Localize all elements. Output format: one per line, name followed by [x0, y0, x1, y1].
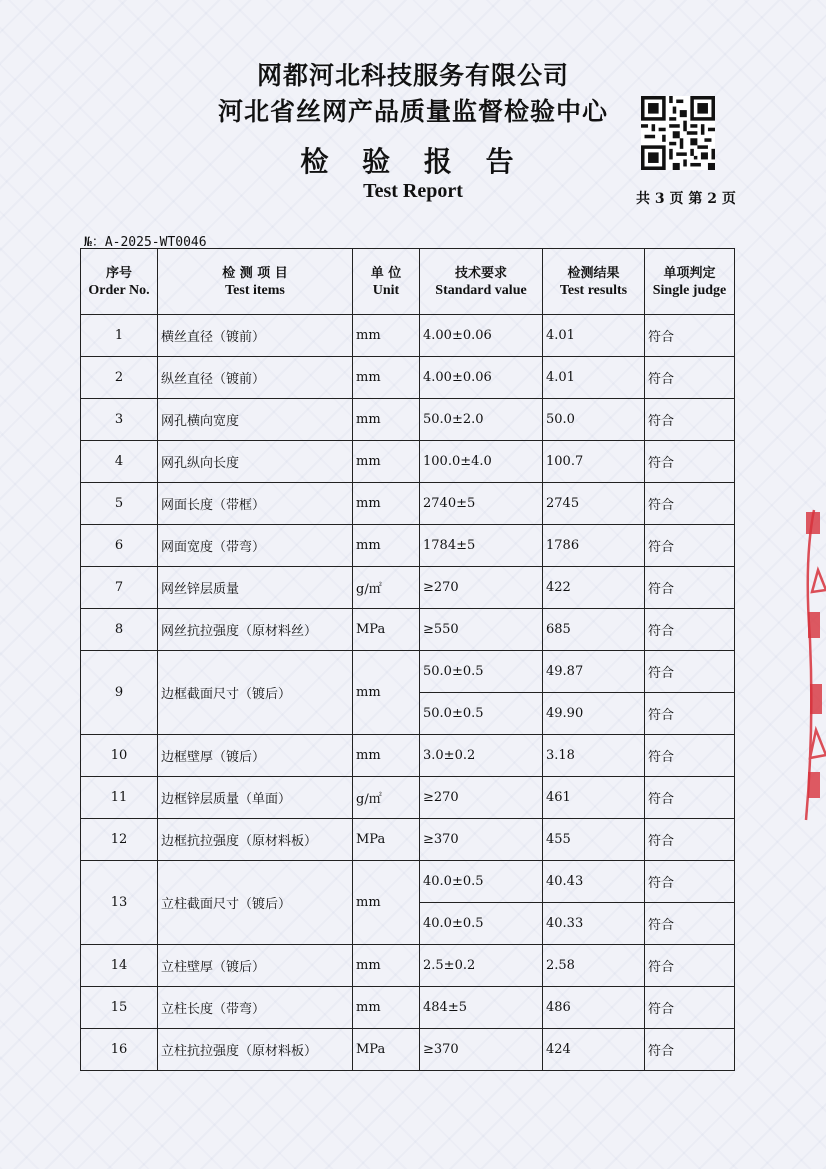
standard-value-cell: 50.0±0.5	[420, 693, 543, 735]
test-item-cell: 网面长度（带框）	[158, 483, 353, 525]
table-row	[81, 609, 735, 651]
table-row	[81, 441, 735, 483]
order-no-cell: 15	[81, 987, 158, 1029]
unit-cell: mm	[353, 861, 420, 945]
judge-cell: 符合	[645, 777, 735, 819]
test-result-cell: 50.0	[543, 399, 645, 441]
order-no-cell: 11	[81, 777, 158, 819]
judge-cell: 符合	[645, 987, 735, 1029]
unit-cell: mm	[353, 357, 420, 399]
test-item-cell: 边框抗拉强度（原材料板）	[158, 819, 353, 861]
standard-value-cell: 4.00±0.06	[420, 315, 543, 357]
column-header-en: Single judge	[652, 282, 727, 298]
table-row	[81, 567, 735, 609]
unit-cell: mm	[353, 441, 420, 483]
table-row	[81, 735, 735, 777]
standard-value-cell: 50.0±2.0	[420, 399, 543, 441]
standard-value-cell: 100.0±4.0	[420, 441, 543, 483]
test-item-cell: 网面宽度（带弯）	[158, 525, 353, 567]
judge-cell: 符合	[645, 483, 735, 525]
column-header	[353, 249, 420, 315]
column-header-en: Test items	[225, 282, 285, 298]
unit-cell: mm	[353, 651, 420, 735]
test-item-cell: 横丝直径（镀前）	[158, 315, 353, 357]
judge-cell: 符合	[645, 399, 735, 441]
unit-cell: mm	[353, 735, 420, 777]
table-row	[81, 315, 735, 357]
order-no-cell: 7	[81, 567, 158, 609]
table-row	[81, 1029, 735, 1071]
table-row	[81, 777, 735, 819]
test-item-cell: 立柱长度（带弯）	[158, 987, 353, 1029]
order-no-cell: 13	[81, 861, 158, 945]
standard-value-cell: ≥370	[420, 819, 543, 861]
order-no-cell: 10	[81, 735, 158, 777]
test-item-cell: 立柱截面尺寸（镀后）	[158, 861, 353, 945]
test-item-cell: 纵丝直径（镀前）	[158, 357, 353, 399]
column-header-cn: 序号	[105, 265, 132, 281]
unit-cell: mm	[353, 987, 420, 1029]
order-no-cell: 4	[81, 441, 158, 483]
standard-value-cell: 484±5	[420, 987, 543, 1029]
table-row	[81, 651, 735, 693]
test-result-cell: 40.43	[543, 861, 645, 903]
table-row	[81, 483, 735, 525]
red-seal-stamp-icon	[800, 500, 826, 830]
table-row	[81, 357, 735, 399]
column-header-en: Unit	[372, 282, 400, 298]
column-header	[158, 249, 353, 315]
order-no-cell: 16	[81, 1029, 158, 1071]
column-header	[420, 249, 543, 315]
test-result-cell: 422	[543, 567, 645, 609]
judge-cell: 符合	[645, 735, 735, 777]
standard-value-cell: 2740±5	[420, 483, 543, 525]
test-item-cell: 网孔纵向长度	[158, 441, 353, 483]
test-result-cell: 4.01	[543, 357, 645, 399]
standard-value-cell: 3.0±0.2	[420, 735, 543, 777]
test-item-cell: 网孔横向宽度	[158, 399, 353, 441]
column-header-cn: 检测结果	[567, 265, 620, 281]
order-no-cell: 6	[81, 525, 158, 567]
unit-cell: MPa	[353, 1029, 420, 1071]
qr-code-icon	[641, 96, 715, 170]
org-name-line2: 河北省丝网产品质量监督检验中心	[217, 97, 608, 126]
unit-cell: g/㎡	[353, 567, 420, 609]
judge-cell: 符合	[645, 861, 735, 903]
test-result-cell: 461	[543, 777, 645, 819]
judge-cell: 符合	[645, 903, 735, 945]
table-header-row	[81, 249, 735, 315]
test-result-cell: 49.90	[543, 693, 645, 735]
test-result-cell: 3.18	[543, 735, 645, 777]
table-row	[81, 819, 735, 861]
test-result-cell: 424	[543, 1029, 645, 1071]
column-header	[81, 249, 158, 315]
column-header-en: Test results	[559, 282, 628, 298]
unit-cell: mm	[353, 525, 420, 567]
test-item-cell: 立柱壁厚（镀后）	[158, 945, 353, 987]
org-name-line1: 网都河北科技服务有限公司	[256, 61, 569, 90]
test-item-cell: 边框锌层质量（单面）	[158, 777, 353, 819]
order-no-cell: 9	[81, 651, 158, 735]
order-no-cell: 14	[81, 945, 158, 987]
standard-value-cell: 2.5±0.2	[420, 945, 543, 987]
test-results-table	[80, 248, 735, 1071]
judge-cell: 符合	[645, 693, 735, 735]
column-header-cn: 单 位	[370, 265, 402, 281]
order-no-cell: 2	[81, 357, 158, 399]
test-result-cell: 1786	[543, 525, 645, 567]
column-header-cn: 检 测 项 目	[222, 265, 288, 281]
test-result-cell: 100.7	[543, 441, 645, 483]
column-header-cn: 单项判定	[663, 265, 716, 281]
unit-cell: MPa	[353, 819, 420, 861]
column-header-cn: 技术要求	[454, 265, 507, 281]
test-item-cell: 网丝锌层质量	[158, 567, 353, 609]
report-title-en: Test Report	[363, 180, 463, 202]
judge-cell: 符合	[645, 315, 735, 357]
judge-cell: 符合	[645, 525, 735, 567]
test-result-cell: 2.58	[543, 945, 645, 987]
test-item-cell: 网丝抗拉强度（原材料丝）	[158, 609, 353, 651]
unit-cell: MPa	[353, 609, 420, 651]
test-result-cell: 455	[543, 819, 645, 861]
column-header	[645, 249, 735, 315]
judge-cell: 符合	[645, 567, 735, 609]
column-header	[543, 249, 645, 315]
unit-cell: mm	[353, 399, 420, 441]
table-row	[81, 945, 735, 987]
test-result-cell: 49.87	[543, 651, 645, 693]
order-no-cell: 12	[81, 819, 158, 861]
report-number: №：A-2025-WT0046	[84, 235, 207, 250]
test-item-cell: 边框截面尺寸（镀后）	[158, 651, 353, 735]
page-counter: 共 3 页 第 2 页	[636, 191, 736, 207]
order-no-cell: 8	[81, 609, 158, 651]
unit-cell: mm	[353, 483, 420, 525]
judge-cell: 符合	[645, 609, 735, 651]
unit-cell: mm	[353, 945, 420, 987]
report-title-cn: 检 验 报 告	[300, 145, 526, 178]
test-result-cell: 2745	[543, 483, 645, 525]
standard-value-cell: 40.0±0.5	[420, 903, 543, 945]
judge-cell: 符合	[645, 819, 735, 861]
table-row	[81, 861, 735, 903]
judge-cell: 符合	[645, 1029, 735, 1071]
standard-value-cell: 40.0±0.5	[420, 861, 543, 903]
standard-value-cell: ≥550	[420, 609, 543, 651]
order-no-cell: 1	[81, 315, 158, 357]
table-row	[81, 399, 735, 441]
standard-value-cell: ≥270	[420, 777, 543, 819]
judge-cell: 符合	[645, 651, 735, 693]
test-item-cell: 边框壁厚（镀后）	[158, 735, 353, 777]
unit-cell: g/㎡	[353, 777, 420, 819]
table-row	[81, 525, 735, 567]
standard-value-cell: ≥370	[420, 1029, 543, 1071]
table-body	[81, 315, 735, 1071]
standard-value-cell: ≥270	[420, 567, 543, 609]
order-no-cell: 3	[81, 399, 158, 441]
test-result-cell: 4.01	[543, 315, 645, 357]
standard-value-cell: 50.0±0.5	[420, 651, 543, 693]
table-row	[81, 987, 735, 1029]
test-result-cell: 486	[543, 987, 645, 1029]
judge-cell: 符合	[645, 441, 735, 483]
standard-value-cell: 1784±5	[420, 525, 543, 567]
test-result-cell: 685	[543, 609, 645, 651]
test-result-cell: 40.33	[543, 903, 645, 945]
order-no-cell: 5	[81, 483, 158, 525]
test-item-cell: 立柱抗拉强度（原材料板）	[158, 1029, 353, 1071]
standard-value-cell: 4.00±0.06	[420, 357, 543, 399]
judge-cell: 符合	[645, 357, 735, 399]
column-header-en: Standard value	[435, 282, 527, 298]
column-header-en: Order No.	[88, 282, 150, 298]
judge-cell: 符合	[645, 945, 735, 987]
unit-cell: mm	[353, 315, 420, 357]
